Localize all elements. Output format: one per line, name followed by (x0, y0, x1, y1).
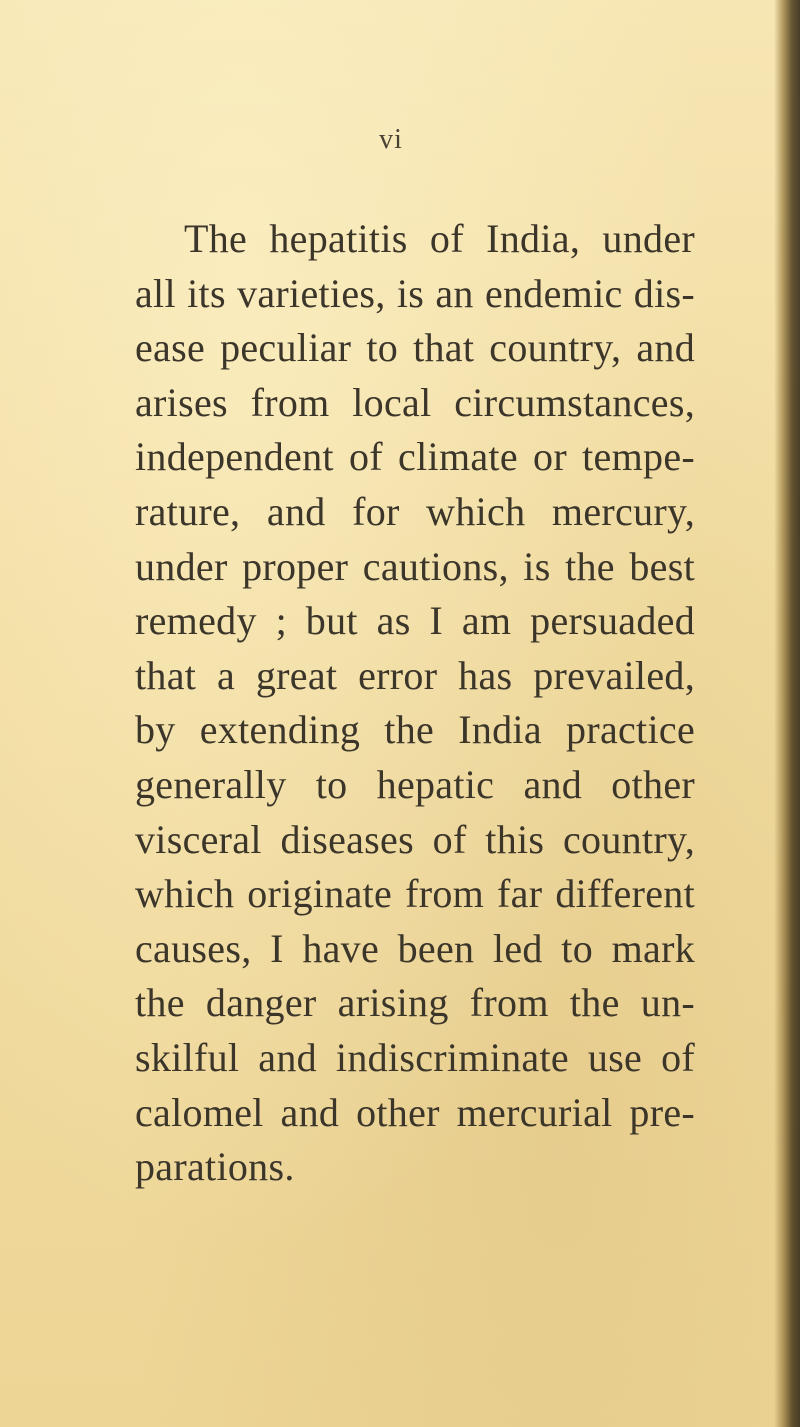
text-line: causes, I have been led to mark (135, 925, 695, 971)
text-line: skilful and indiscriminate use of (135, 1034, 695, 1080)
text-line: arises from local circumstances, (135, 379, 695, 425)
body-paragraph (135, 212, 695, 1195)
text-line: remedy ; but as I am persuaded (135, 598, 695, 644)
text-line: parations. (135, 1144, 295, 1190)
text-line: generally to hepatic and other (135, 761, 695, 807)
text-line: independent of climate or tempe- (135, 434, 695, 480)
text-line: under proper cautions, is the best (135, 543, 695, 589)
page-number: vi (379, 124, 403, 155)
text-line: by extending the India practice (135, 707, 695, 753)
text-line: which originate from far different (135, 871, 695, 917)
text-line: calomel and other mercurial pre- (135, 1089, 695, 1135)
text-line: rature, and for which mercury, (135, 488, 695, 534)
text-line: visceral diseases of this country, (135, 816, 695, 862)
text-line: all its varieties, is an endemic dis- (135, 270, 695, 316)
page-edge-shadow (774, 0, 800, 1427)
text-line: the danger arising from the un- (135, 980, 695, 1026)
text-line: ease peculiar to that country, and (135, 325, 695, 371)
text-line: that a great error has prevailed, (135, 652, 695, 698)
text-line: The hepatitis of India, under (184, 216, 695, 261)
